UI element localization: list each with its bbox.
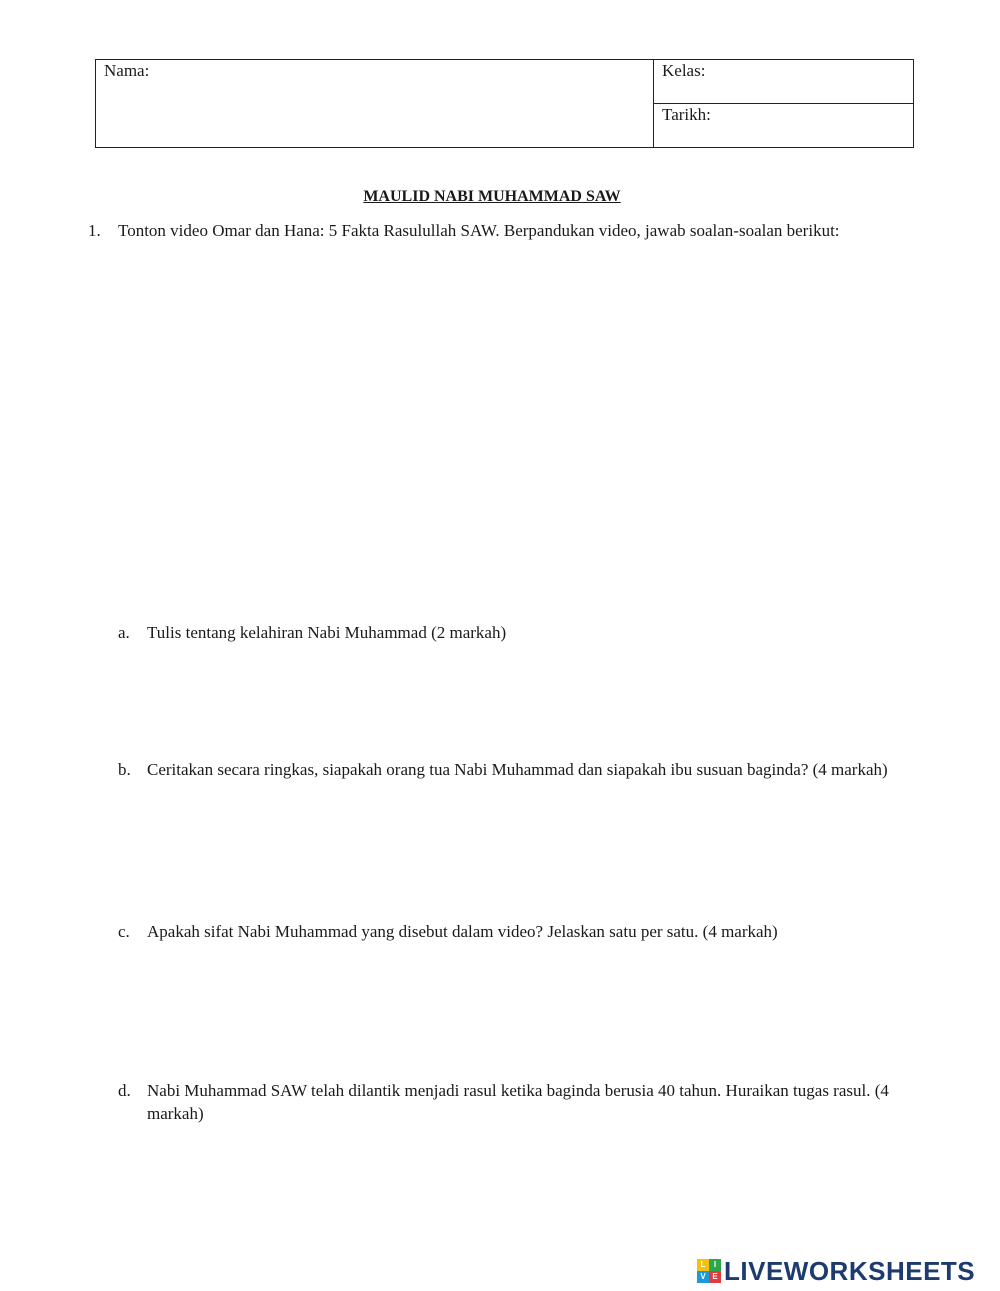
subquestion-text: Apakah sifat Nabi Muhammad yang disebut dalam video? Jelaskan satu per satu. (4 markah) [147, 922, 778, 941]
subquestion-letter: c. [118, 922, 130, 941]
subquestion-letter: a. [118, 623, 130, 642]
date-field[interactable] [654, 104, 914, 148]
liveworksheets-logo [697, 1257, 975, 1285]
subquestion-letter: d. [118, 1081, 131, 1100]
date-label: Tarikh: [662, 105, 711, 124]
subquestion-a [118, 621, 908, 644]
subquestion-d [118, 1079, 908, 1125]
worksheet-title: MAULID NABI MUHAMMAD SAW [363, 188, 621, 205]
subquestion-text: Ceritakan secara ringkas, siapakah orang tua Nabi Muhammad dan siapakah ibu susuan baginda? (4 markah) [147, 760, 888, 779]
question-text: Tonton video Omar dan Hana: 5 Fakta Rasulullah SAW. Berpandukan video, jawab soalan-soalan berikut: [118, 221, 840, 240]
question-number: 1. [88, 221, 101, 240]
class-label: Kelas: [662, 61, 706, 80]
subquestion-b [118, 758, 908, 781]
live-blocks-icon: L I V E [697, 1259, 721, 1283]
name-label: Nama: [104, 61, 150, 80]
class-field[interactable] [654, 60, 914, 104]
student-info-table [95, 59, 914, 148]
name-field[interactable] [96, 60, 654, 148]
subquestion-text: Nabi Muhammad SAW telah dilantik menjadi rasul ketika baginda berusia 40 tahun. Huraikan tugas rasul. (4 markah) [147, 1081, 889, 1123]
logo-text: LIVEWORKSHEETS [724, 1256, 976, 1286]
subquestion-c [118, 920, 908, 943]
subquestion-text: Tulis tentang kelahiran Nabi Muhammad (2 markah) [147, 623, 507, 642]
subquestion-letter: b. [118, 760, 131, 779]
